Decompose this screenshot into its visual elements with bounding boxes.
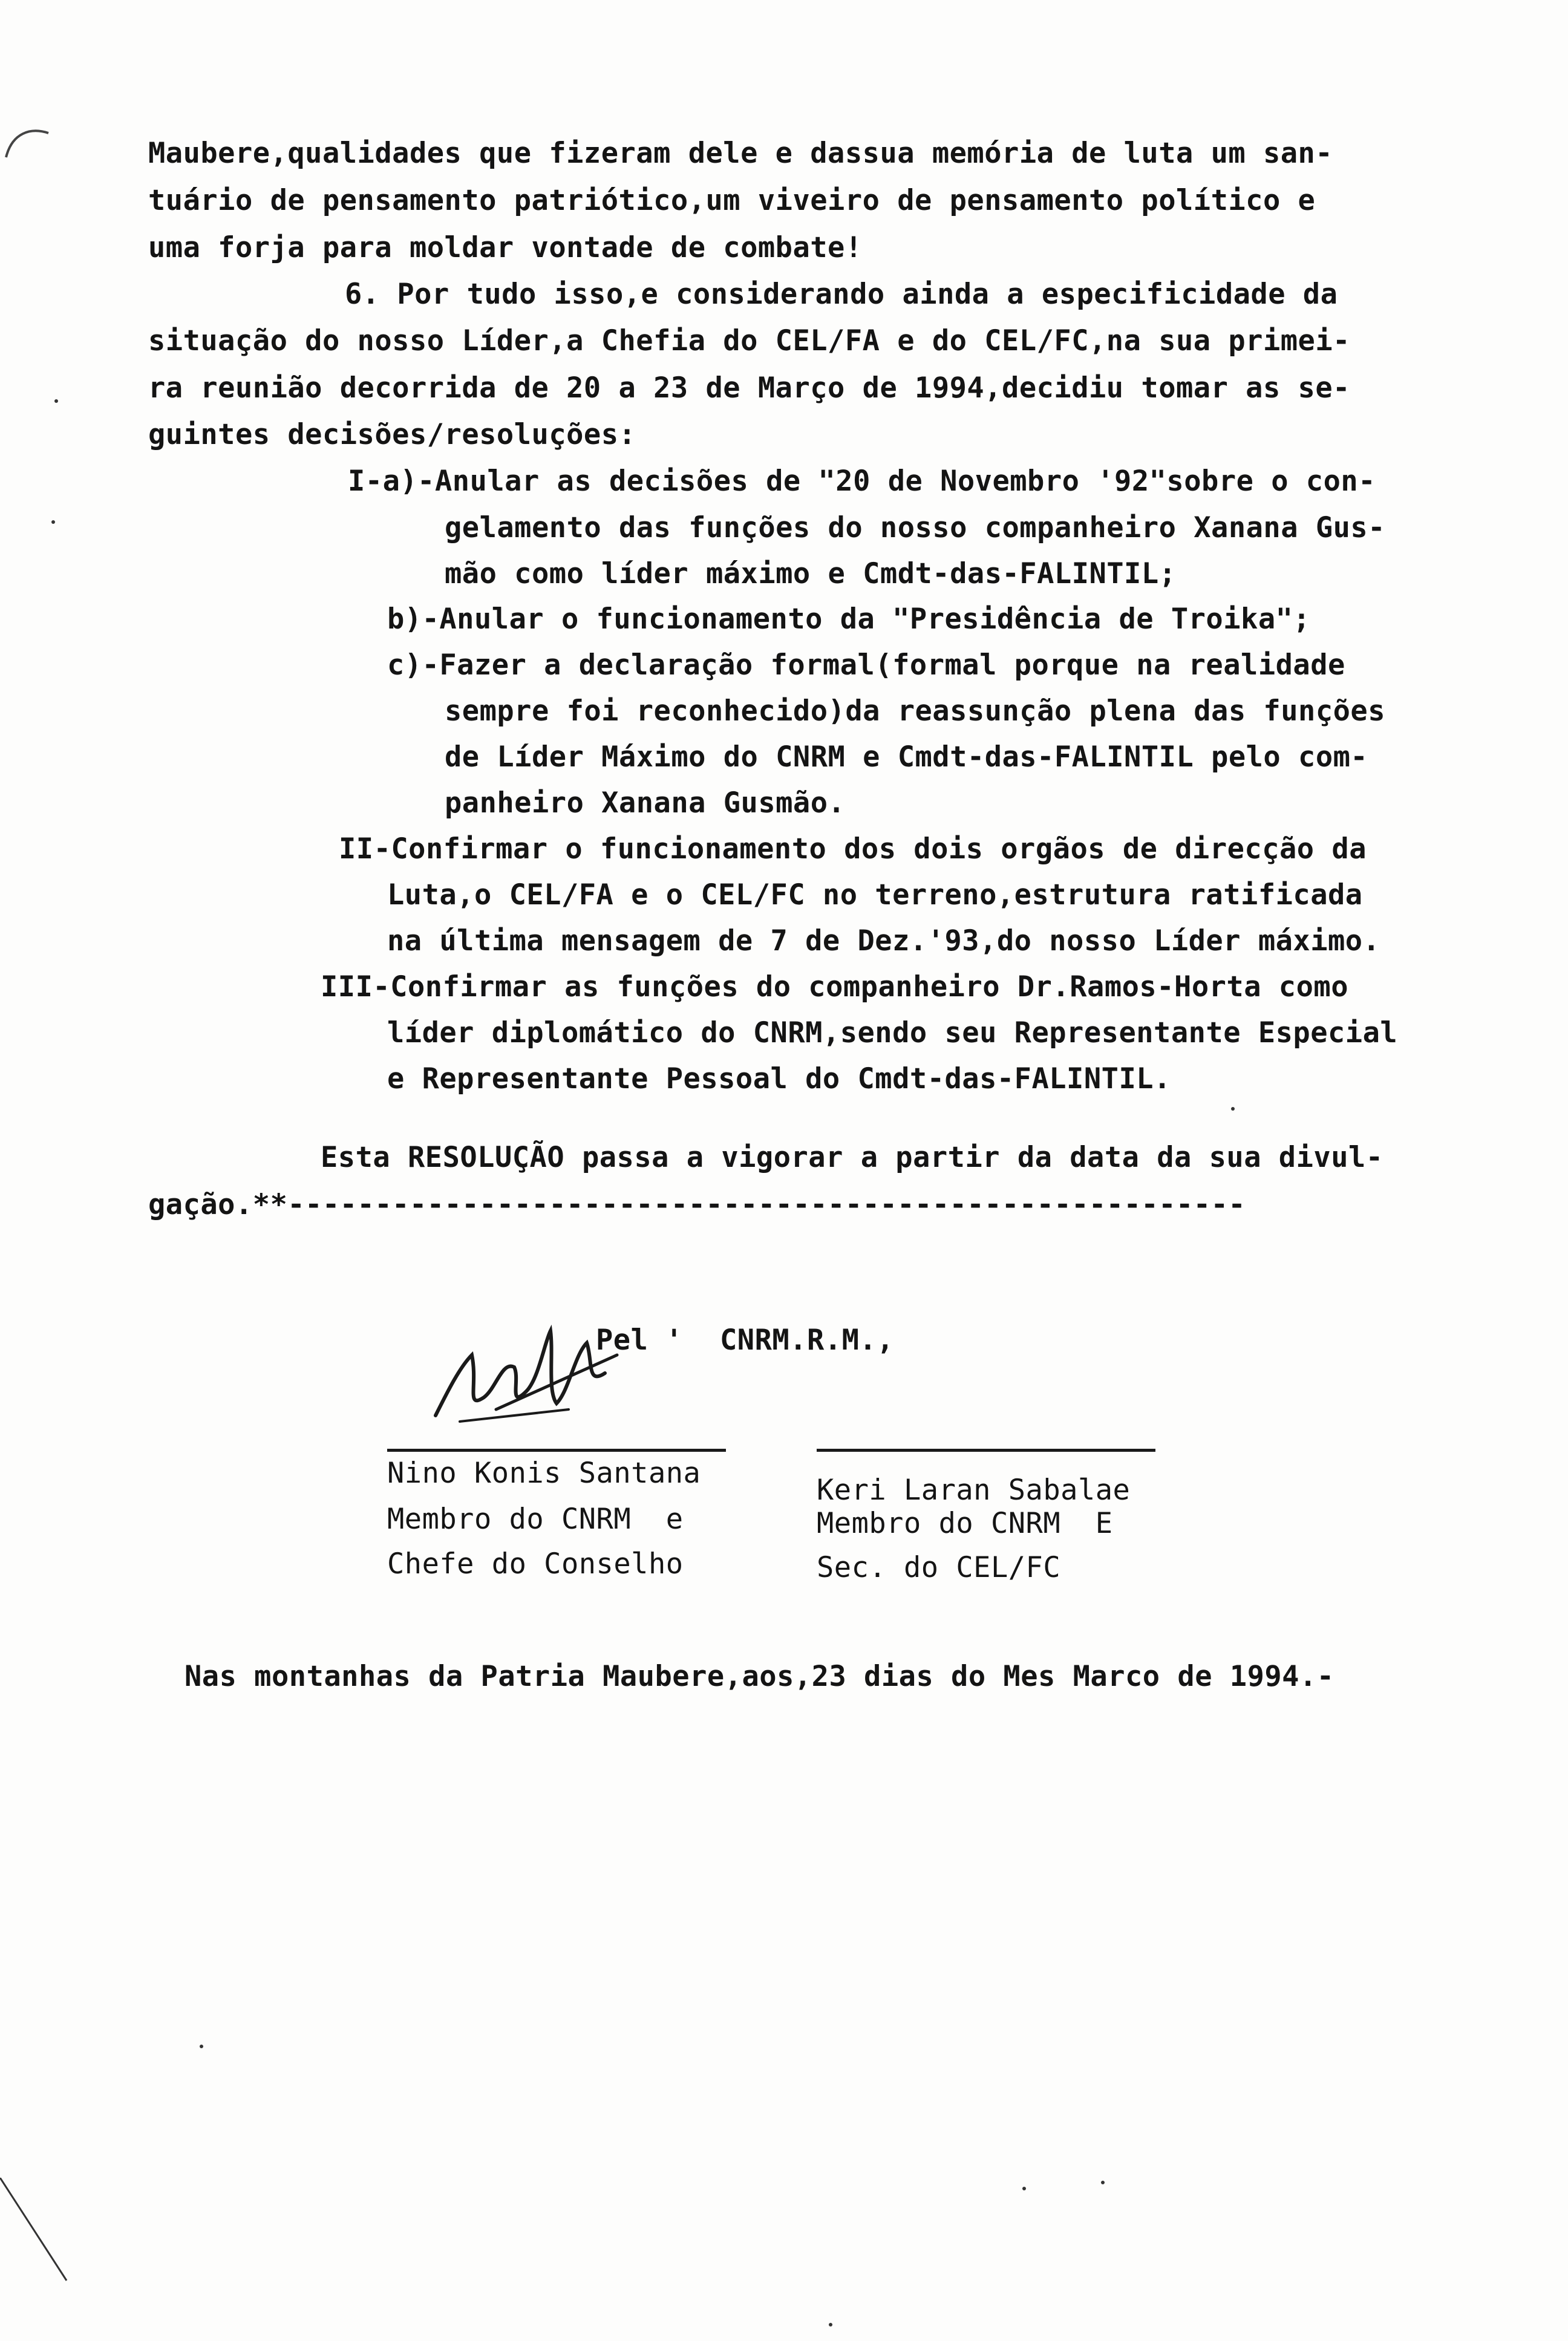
right-signer-name: Keri Laran Sabalae	[817, 1474, 1131, 1507]
resolution-item: b)-Anular o funcionamento da "Presidência de Troika";	[387, 602, 1311, 636]
resolution-item: gelamento das funções do nosso companheiro Xanana Gus-	[445, 511, 1386, 544]
organization-name: CNRM.R.M.,	[720, 1324, 894, 1357]
resolution-item: sempre foi reconhecido)da reassunção plena das funções	[445, 694, 1386, 728]
pel-label: Pel '	[596, 1324, 683, 1357]
left-signer-role: Membro do CNRM e	[387, 1503, 684, 1536]
left-signer-role: Chefe do Conselho	[387, 1547, 684, 1581]
body-line: Maubere,qualidades que fizeram dele e dassua memória de luta um san-	[148, 137, 1333, 170]
scan-speck	[829, 2323, 832, 2326]
resolution-item: c)-Fazer a declaração formal(formal porque na realidade	[387, 648, 1345, 682]
scan-speck	[54, 399, 58, 403]
resolution-item: panheiro Xanana Gusmão.	[445, 786, 846, 820]
body-line: situação do nosso Líder,a Chefia do CEL/FA e do CEL/FC,na sua primei-	[148, 324, 1350, 358]
signature-rule-right	[817, 1449, 1155, 1452]
resolution-item: mão como líder máximo e Cmdt-das-FALINTIL;	[445, 557, 1177, 590]
closing-statement: gação.**-------------------------------------------------------	[148, 1188, 1246, 1221]
body-line: ra reunião decorrida de 20 a 23 de Março de 1994,decidiu tomar as se-	[148, 371, 1350, 405]
right-signer-role: Membro do CNRM E	[817, 1507, 1113, 1540]
resolution-item: líder diplomático do CNRM,sendo seu Representante Especial	[387, 1016, 1398, 1050]
handwritten-signature	[423, 1319, 623, 1440]
resolution-item: III-Confirmar as funções do companheiro Dr.Ramos-Horta como	[321, 970, 1348, 1004]
scan-speck	[1101, 2181, 1105, 2184]
scan-speck	[200, 2045, 203, 2048]
corner-mark	[0, 121, 54, 181]
resolution-item: de Líder Máximo do CNRM e Cmdt-das-FALINTIL pelo com-	[445, 740, 1368, 774]
body-line: guintes decisões/resoluções:	[148, 418, 636, 451]
place-date-line: Nas montanhas da Patria Maubere,aos,23 dias do Mes Marco de 1994.-	[185, 1660, 1334, 1693]
body-line: tuário de pensamento patriótico,um viveiro de pensamento político e	[148, 184, 1316, 217]
resolution-item: e Representante Pessoal do Cmdt-das-FALINTIL.	[387, 1062, 1171, 1095]
body-line: 6. Por tudo isso,e considerando ainda a especificidade da	[345, 278, 1338, 311]
resolution-item: II-Confirmar o funcionamento dos dois orgãos de direcção da	[339, 832, 1367, 866]
corner-mark	[0, 2178, 73, 2287]
body-line: uma forja para moldar vontade de combate!	[148, 231, 863, 264]
resolution-item: na última mensagem de 7 de Dez.'93,do nosso Líder máximo.	[387, 924, 1380, 958]
scan-speck	[1022, 2187, 1026, 2190]
left-signer-name: Nino Konis Santana	[387, 1457, 701, 1490]
closing-statement: Esta RESOLUÇÃO passa a vigorar a partir da data da sua divul-	[321, 1141, 1383, 1174]
resolution-item: I-a)-Anular as decisões de "20 de Novembro '92"sobre o con-	[348, 465, 1376, 498]
scan-speck	[51, 520, 55, 524]
signature-rule-left	[387, 1449, 726, 1452]
resolution-item: Luta,o CEL/FA e o CEL/FC no terreno,estrutura ratificada	[387, 878, 1363, 912]
scan-speck	[1231, 1107, 1235, 1111]
right-signer-role: Sec. do CEL/FC	[817, 1551, 1061, 1584]
